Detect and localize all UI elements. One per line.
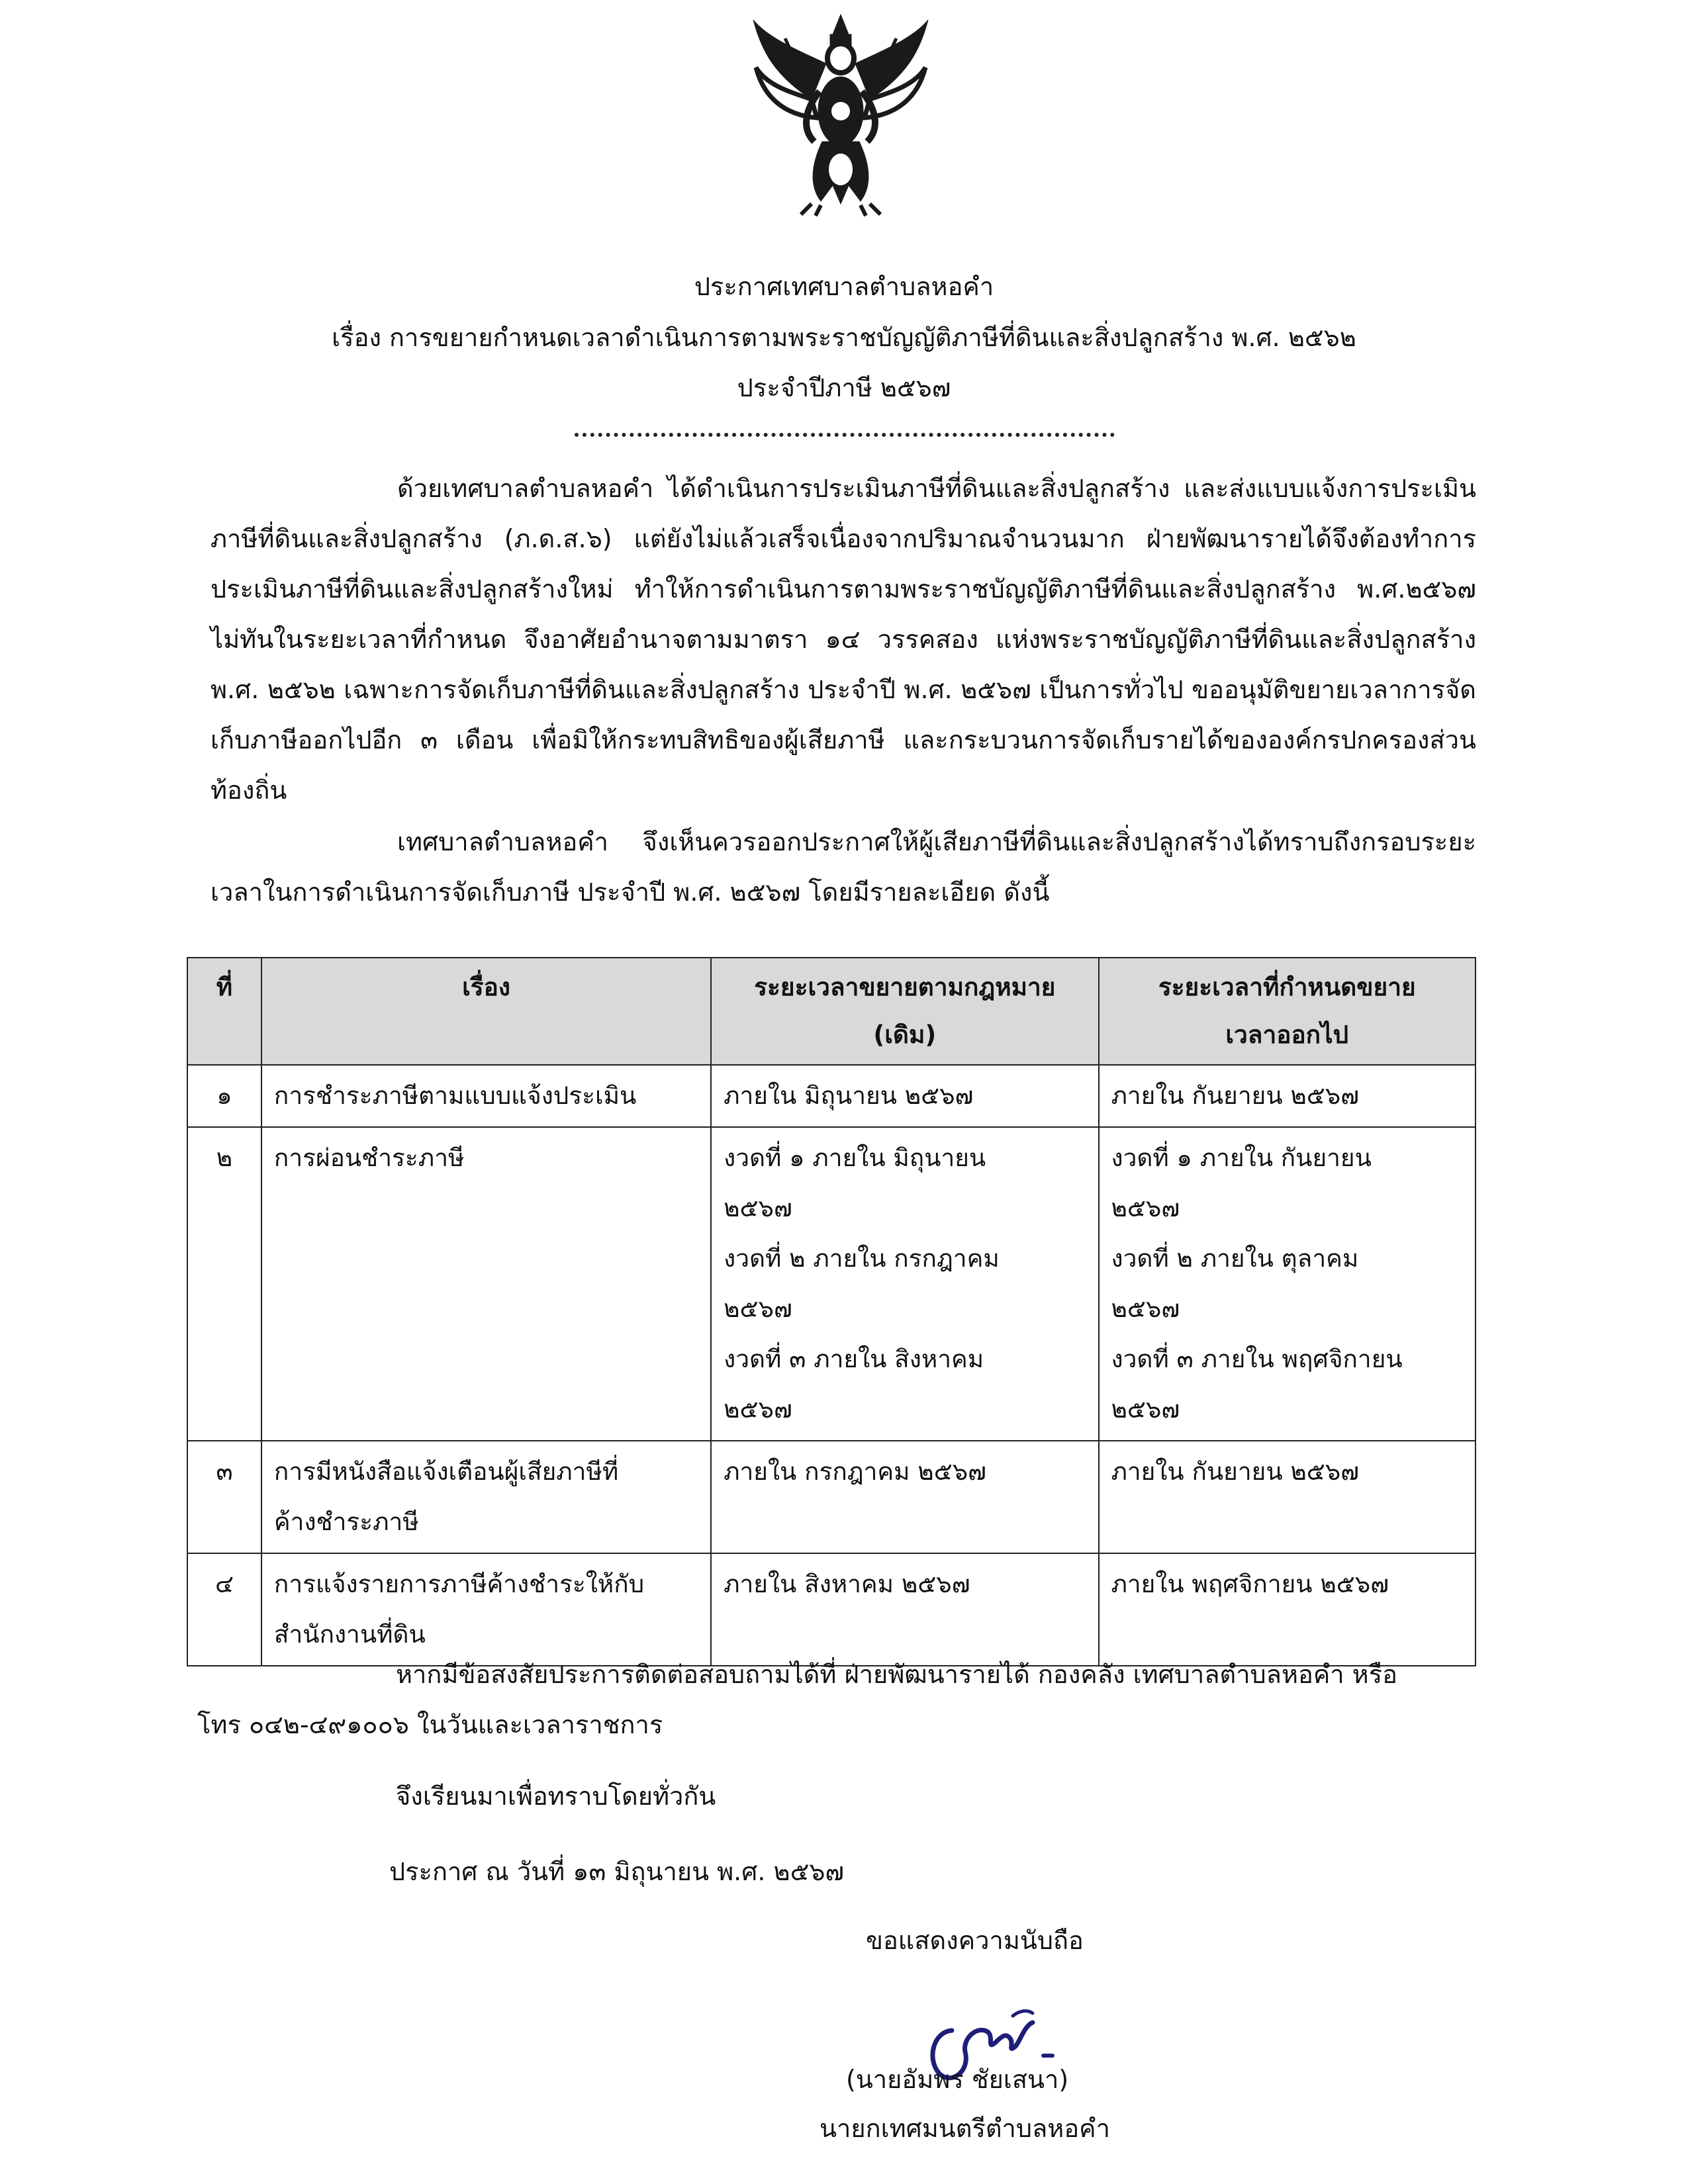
- cell-text-line: สำนักงานที่ดิน: [273, 1620, 426, 1649]
- tax-schedule-table: [187, 957, 1476, 1666]
- announcement-org: ประกาศเทศบาลตำบลหอคำ: [694, 272, 994, 301]
- cell-text-line: ค้างชำระภาษี: [273, 1508, 419, 1536]
- row-subject-cell: [261, 1127, 711, 1441]
- cell-text-line: การผ่อนชำระภาษี: [273, 1144, 465, 1172]
- header-subject: เรื่อง: [261, 958, 711, 1065]
- table-header-row: [187, 958, 1476, 1065]
- row-number: ๓: [187, 1441, 261, 1553]
- contact-line-2: โทร ๐๔๒-๔๙๑๐๐๖ ในวันและเวลาราชการ: [197, 1710, 663, 1739]
- dotted-divider: [575, 426, 1115, 437]
- cell-text-line: การมีหนังสือแจ้งเตือนผู้เสียภาษีที่: [273, 1457, 619, 1486]
- row-original-cell: [711, 1441, 1098, 1553]
- contact-line-1: หากมีข้อสงสัยประการติดต่อสอบถามได้ที่ ฝ่ายพัฒนารายได้ กองคลัง เทศบาลตำบลหอคำ หรือ: [396, 1660, 1397, 1689]
- garuda-emblem-icon: [748, 12, 933, 218]
- cell-text-line: ๒๕๖๗: [724, 1295, 792, 1323]
- cell-text-line: ภายใน สิงหาคม ๒๕๖๗: [724, 1570, 970, 1598]
- cell-text-line: ภายใน กันยายน ๒๕๖๗: [1111, 1457, 1360, 1486]
- table-row: [187, 1553, 1476, 1666]
- cell-text-line: ภายใน มิถุนายน ๒๕๖๗: [724, 1081, 974, 1110]
- announcement-date: ประกาศ ณ วันที่ ๑๓ มิถุนายน พ.ศ. ๒๕๖๗: [389, 1857, 845, 1886]
- cell-text-line: ภายใน กันยายน ๒๕๖๗: [1111, 1081, 1360, 1110]
- cell-text-line: ๒๕๖๗: [1111, 1194, 1180, 1222]
- row-extended-cell: [1099, 1553, 1476, 1666]
- cell-text-line: ๒๕๖๗: [724, 1194, 792, 1222]
- row-subject-cell: [261, 1553, 711, 1666]
- closing-notice: จึงเรียนมาเพื่อทราบโดยทั่วกัน: [396, 1782, 716, 1811]
- row-extended-cell: [1099, 1065, 1476, 1127]
- row-extended-cell: [1099, 1441, 1476, 1553]
- header-no: ที่: [187, 958, 261, 1065]
- cell-text-line: ๒๕๖๗: [724, 1395, 792, 1424]
- cell-text-line: งวดที่ ๒ ภายใน ตุลาคม: [1111, 1244, 1359, 1273]
- closing-regards: ขอแสดงความนับถือ: [866, 1926, 1084, 1955]
- cell-text-line: งวดที่ ๑ ภายใน กันยายน: [1111, 1144, 1372, 1172]
- row-original-cell: [711, 1553, 1098, 1666]
- cell-text-line: ๒๕๖๗: [1111, 1395, 1180, 1424]
- cell-text-line: การชำระภาษีตามแบบแจ้งประเมิน: [273, 1081, 637, 1110]
- cell-text-line: ภายใน พฤศจิกายน ๒๕๖๗: [1111, 1570, 1389, 1598]
- cell-text-line: งวดที่ ๓ ภายใน พฤศจิกายน: [1111, 1345, 1403, 1373]
- body-paragraph-2: เทศบาลตำบลหอคำ จึงเห็นควรออกประกาศให้ผู้เสียภาษีที่ดินและสิ่งปลูกสร้างได้ทราบถึงกรอบระยะเวลาในการดำเนินการจัดเก็บภาษี ประจำปี พ.ศ. ๒๕๖๗ โดยมีรายละเอียด ดังนี้: [211, 827, 1476, 907]
- row-original-cell: [711, 1127, 1098, 1441]
- cell-text-line: งวดที่ ๑ ภายใน มิถุนายน: [724, 1144, 986, 1172]
- header-extended-period: ระยะเวลาที่กำหนดขยาย เวลาออกไป: [1099, 958, 1476, 1065]
- table-row: [187, 1127, 1476, 1441]
- header-original-period: ระยะเวลาขยายตามกฎหมาย (เดิม): [711, 958, 1098, 1065]
- table-row: [187, 1065, 1476, 1127]
- cell-text-line: งวดที่ ๓ ภายใน สิงหาคม: [724, 1345, 984, 1373]
- cell-text-line: การแจ้งรายการภาษีค้างชำระให้กับ: [273, 1570, 645, 1598]
- cell-text-line: ภายใน กรกฎาคม ๒๕๖๗: [724, 1457, 987, 1486]
- cell-text-line: งวดที่ ๒ ภายใน กรกฎาคม: [724, 1244, 1000, 1273]
- row-subject-cell: [261, 1441, 711, 1553]
- row-number: ๒: [187, 1127, 261, 1441]
- signer-title: นายกเทศมนตรีตำบลหอคำ: [820, 2114, 1110, 2143]
- cell-text-line: ๒๕๖๗: [1111, 1295, 1180, 1323]
- row-extended-cell: [1099, 1127, 1476, 1441]
- row-subject-cell: [261, 1065, 711, 1127]
- signer-name: (นายอัมพร ชัยเสนา): [846, 2065, 1069, 2094]
- row-number: ๔: [187, 1553, 261, 1666]
- table-row: [187, 1441, 1476, 1553]
- row-number: ๑: [187, 1065, 261, 1127]
- announcement-tax-year: ประจำปีภาษี ๒๕๖๗: [737, 373, 951, 402]
- announcement-subject: เรื่อง การขยายกำหนดเวลาดำเนินการตามพระราชบัญญัติภาษีที่ดินและสิ่งปลูกสร้าง พ.ศ. ๒๕๖๒: [332, 323, 1356, 352]
- row-original-cell: [711, 1065, 1098, 1127]
- body-paragraph-1: ด้วยเทศบาลตำบลหอคำ ได้ดำเนินการประเมินภาษีที่ดินและสิ่งปลูกสร้าง และส่งแบบแจ้งการประเมินภาษีที่ดินและสิ่งปลูกสร้าง (ภ.ด.ส.๖) แต่ยังไม่แล้วเสร็จเนื่องจากปริมาณจำนวนมาก ฝ่ายพัฒนารายได้จึงต้องทำการประเมินภาษีที่ดินและสิ่งปลูกสร้างใหม่ ทำให้การดำเนินการตามพระราชบัญญัติภาษีที่ดินและสิ่งปลูกสร้าง พ.ศ.๒๕๖๗ ไม่ทันในระยะเวลาที่กำหนด จึงอาศัยอำนาจตามมาตรา ๑๔ วรรคสอง แห่งพระราชบัญญัติภาษีที่ดินและสิ่งปลูกสร้าง พ.ศ. ๒๕๖๒ เฉพาะการจัดเก็บภาษีที่ดินและสิ่งปลูกสร้าง ประจำปี พ.ศ. ๒๕๖๗ เป็นการทั่วไป ขออนุมัติขยายเวลาการจัดเก็บภาษีออกไปอีก ๓ เดือน เพื่อมิให้กระทบสิทธิของผู้เสียภาษี และกระบวนการจัดเก็บรายได้ขององค์กรปกครองส่วนท้องถิ่น: [211, 474, 1476, 805]
